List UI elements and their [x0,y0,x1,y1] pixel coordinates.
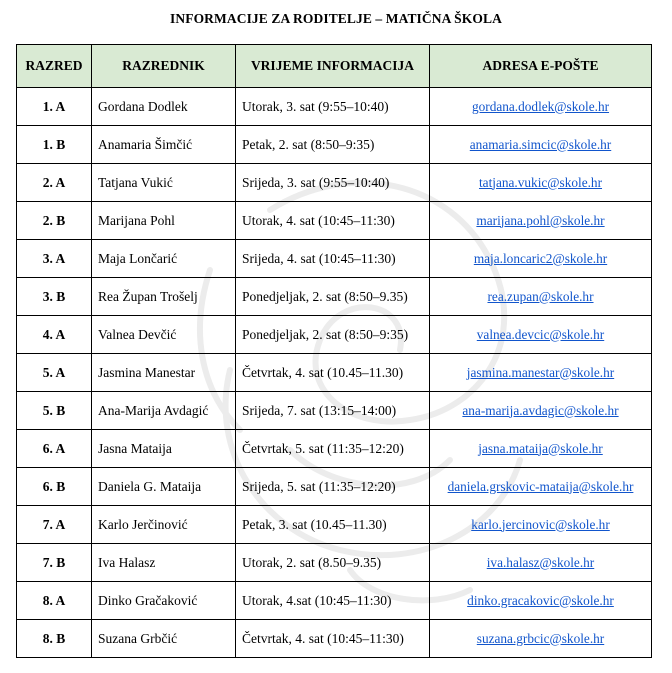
email-cell [430,620,652,658]
email-cell [430,88,652,126]
teacher-cell: Dinko Gračaković [92,582,236,620]
class-cell: 7. B [17,544,92,582]
email-link[interactable]: anamaria.simcic@skole.hr [469,136,612,152]
email-link[interactable]: valnea.devcic@skole.hr [476,326,605,342]
table-row [17,354,652,392]
email-link[interactable]: suzana.grbcic@skole.hr [476,630,605,646]
class-cell: 7. A [17,506,92,544]
class-cell: 2. B [17,202,92,240]
email-link[interactable]: marijana.pohl@skole.hr [476,212,605,228]
email-link[interactable]: dinko.gracakovic@skole.hr [467,592,614,608]
email-link[interactable]: maja.loncaric2@skole.hr [473,250,608,266]
email-link[interactable]: jasna.mataija@skole.hr [478,440,603,456]
table-row [17,126,652,164]
teacher-cell: Jasmina Manestar [92,354,236,392]
time-cell: Četvrtak, 5. sat (11:35–12:20) [236,430,430,468]
class-cell: 5. A [17,354,92,392]
teacher-cell: Marijana Pohl [92,202,236,240]
time-cell: Utorak, 4.sat (10:45–11:30) [236,582,430,620]
time-cell: Srijeda, 5. sat (11:35–12:20) [236,468,430,506]
teacher-cell: Valnea Devčić [92,316,236,354]
email-cell [430,468,652,506]
header-razred: RAZRED [17,45,92,88]
table-row [17,164,652,202]
email-cell [430,278,652,316]
class-cell: 8. A [17,582,92,620]
time-cell: Srijeda, 3. sat (9:55–10:40) [236,164,430,202]
time-cell: Utorak, 4. sat (10:45–11:30) [236,202,430,240]
email-link[interactable]: tatjana.vukic@skole.hr [478,174,603,190]
class-cell: 4. A [17,316,92,354]
time-cell: Četvrtak, 4. sat (10.45–11.30) [236,354,430,392]
email-cell [430,392,652,430]
table-row [17,316,652,354]
email-cell [430,544,652,582]
table-row [17,278,652,316]
class-cell: 5. B [17,392,92,430]
email-link[interactable]: daniela.grskovic-mataija@skole.hr [447,478,634,494]
email-link[interactable]: ana-marija.avdagic@skole.hr [462,402,619,418]
email-cell [430,354,652,392]
email-link[interactable]: rea.zupan@skole.hr [487,288,594,304]
email-cell [430,582,652,620]
time-cell: Četvrtak, 4. sat (10:45–11:30) [236,620,430,658]
class-cell: 6. B [17,468,92,506]
class-cell: 2. A [17,164,92,202]
teacher-cell: Karlo Jerčinović [92,506,236,544]
time-cell: Ponedjeljak, 2. sat (8:50–9:35) [236,316,430,354]
email-cell [430,240,652,278]
table-row [17,582,652,620]
parent-info-table [16,44,652,658]
time-cell: Ponedjeljak, 2. sat (8:50–9.35) [236,278,430,316]
table-row [17,88,652,126]
time-cell: Srijeda, 7. sat (13:15–14:00) [236,392,430,430]
table-row [17,544,652,582]
teacher-cell: Anamaria Šimčić [92,126,236,164]
email-cell [430,316,652,354]
email-cell [430,126,652,164]
header-email: ADRESA E-POŠTE [430,45,652,88]
teacher-cell: Ana-Marija Avdagić [92,392,236,430]
table-row [17,506,652,544]
email-link[interactable]: gordana.dodlek@skole.hr [471,98,610,114]
table-row [17,468,652,506]
time-cell: Utorak, 3. sat (9:55–10:40) [236,88,430,126]
teacher-cell: Rea Župan Trošelj [92,278,236,316]
email-link[interactable]: karlo.jercinovic@skole.hr [471,516,610,532]
email-link[interactable]: iva.halasz@skole.hr [486,554,595,570]
email-cell [430,202,652,240]
class-cell: 1. A [17,88,92,126]
teacher-cell: Suzana Grbčić [92,620,236,658]
time-cell: Petak, 2. sat (8:50–9:35) [236,126,430,164]
table-header-row [17,45,652,88]
time-cell: Petak, 3. sat (10.45–11.30) [236,506,430,544]
teacher-cell: Tatjana Vukić [92,164,236,202]
email-cell [430,164,652,202]
teacher-cell: Gordana Dodlek [92,88,236,126]
teacher-cell: Maja Lončarić [92,240,236,278]
teacher-cell: Daniela G. Mataija [92,468,236,506]
email-link[interactable]: jasmina.manestar@skole.hr [466,364,615,380]
class-cell: 1. B [17,126,92,164]
class-cell: 3. A [17,240,92,278]
teacher-cell: Iva Halasz [92,544,236,582]
table-row [17,392,652,430]
page-title: INFORMACIJE ZA RODITELJE – MATIČNA ŠKOLA [170,11,502,26]
table-row [17,202,652,240]
teacher-cell: Jasna Mataija [92,430,236,468]
header-razrednik: RAZREDNIK [92,45,236,88]
header-vrijeme: VRIJEME INFORMACIJA [236,45,430,88]
class-cell: 6. A [17,430,92,468]
table-row [17,620,652,658]
time-cell: Srijeda, 4. sat (10:45–11:30) [236,240,430,278]
class-cell: 8. B [17,620,92,658]
email-cell [430,430,652,468]
table-row [17,430,652,468]
class-cell: 3. B [17,278,92,316]
table-row [17,240,652,278]
time-cell: Utorak, 2. sat (8.50–9.35) [236,544,430,582]
email-cell [430,506,652,544]
